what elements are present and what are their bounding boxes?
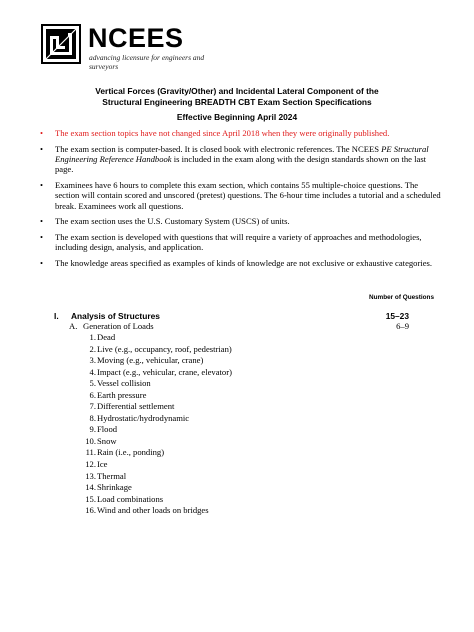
bullet-icon: • [40, 143, 44, 154]
questions-column-header: Number of Questions [369, 294, 434, 301]
list-item: 10. Snow [85, 435, 117, 446]
list-item [40, 128, 442, 138]
list-item: 2. Live (e.g., occupancy, roof, pedestrian) [89, 343, 232, 354]
list-item [40, 180, 442, 211]
title-line-1: Vertical Forces (Gravity/Other) and Incidental Lateral Component of the [95, 86, 379, 96]
section-number: I. [54, 311, 59, 321]
list-item: 8. Hydrostatic/hydrodynamic [89, 412, 190, 423]
bullet-icon: • [40, 180, 44, 190]
bullet-text: Examinees have 6 hours to complete this exam section, which contains 55 multiple-choice questions. The section will contain scored and unscored (pretest) questions. The 6-hour time includes a tutorial and a scheduled break. Examinees work all questions. [55, 180, 441, 211]
bullet-icon: • [40, 216, 44, 227]
list-item: 11. Rain (i.e., ponding) [85, 447, 165, 458]
bullet-text: The exam section uses the U.S. Customary System (USCS) of units. [55, 216, 290, 227]
bullet-icon: • [40, 232, 44, 242]
title-line-2: Structural Engineering BREADTH CBT Exam Section Specifications [102, 96, 372, 107]
document-title [30, 86, 444, 107]
bullet-text: The exam section is developed with questions that will require a variety of approaches and methodologies, including design, analysis, and application. [55, 232, 422, 253]
subsection-letter: A. [69, 321, 78, 331]
list-item: 4. Impact (e.g., vehicular, crane, elevator) [89, 366, 232, 377]
list-item [40, 258, 442, 268]
section-name: Analysis of Structures [71, 311, 160, 321]
bullet-icon: • [40, 128, 44, 138]
logo-wordmark: NCEES [88, 23, 184, 53]
list-item: 7. Differential settlement [89, 401, 175, 412]
list-item: 3. Moving (e.g., vehicular, crane) [89, 355, 204, 366]
list-item: 9. Flood [89, 424, 118, 435]
list-item: 1. Dead [89, 332, 116, 342]
list-item: 16. Wind and other loads on bridges [85, 505, 209, 516]
handbook-title: PE Structural Engineering Reference Handbook [55, 143, 429, 164]
ncees-logo-icon [41, 24, 81, 64]
list-item: 5. Vessel collision [89, 378, 151, 389]
list-item [40, 232, 442, 253]
list-item: 14. Shrinkage [85, 482, 132, 493]
bullet-text: The exam section is computer-based. It is closed book with electronic references. The NCEES PE Structural Engineering Reference Handbook is included in the exam along with the design standards shown on the last page. [55, 143, 429, 175]
bullet-text: The knowledge areas specified as examples of kinds of knowledge are not exclusive or exhaustive categories. [55, 258, 433, 268]
topic-list [82, 332, 342, 517]
subsection-name: Generation of Loads [83, 321, 154, 331]
list-item: 15. Load combinations [85, 493, 164, 504]
effective-date: Effective Beginning April 2024 [176, 112, 298, 122]
subsection-question-count: 6–9 [396, 321, 409, 331]
list-item: 13. Thermal [85, 470, 127, 481]
section-question-count: 15–23 [385, 311, 409, 321]
bullet-text: The exam section topics have not changed since April 2018 when they were originally published. [55, 128, 390, 138]
list-item [40, 144, 442, 175]
list-item: 12. Ice [85, 459, 108, 470]
logo-tagline: advancing licensure for engineers and surveyors [89, 53, 205, 71]
list-item: 6. Earth pressure [89, 389, 147, 400]
info-bullet-list [40, 128, 442, 274]
list-item [40, 216, 442, 226]
ncees-logo [41, 24, 221, 76]
bullet-icon: • [40, 258, 44, 268]
